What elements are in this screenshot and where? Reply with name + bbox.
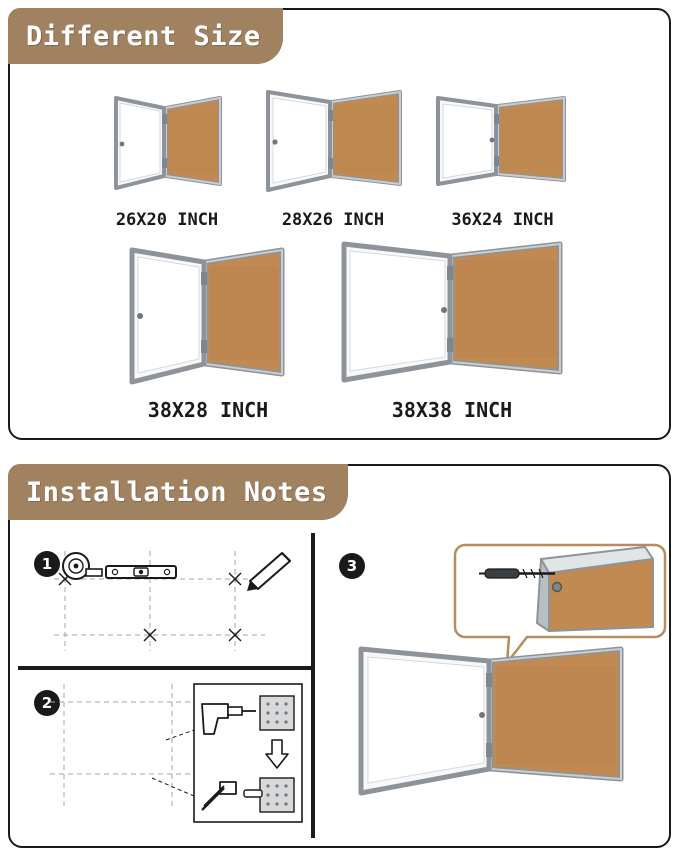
different-size-title-text: Different Size <box>26 20 261 52</box>
different-size-title <box>8 8 283 64</box>
board-figure-26x20 <box>104 84 226 196</box>
size-label-28x26: 28X26 INCH <box>281 210 385 230</box>
wall-anchor-icon <box>260 696 294 730</box>
board-figure-36x24 <box>432 88 570 194</box>
spirit-level-icon <box>106 566 176 578</box>
size-label-38x38: 38X38 INCH <box>391 398 513 422</box>
install-step-2-box <box>18 668 313 838</box>
board-figure-38x28 <box>122 238 290 396</box>
notice-board-icon <box>353 643 633 823</box>
installation-notes-panel <box>8 464 671 848</box>
size-label-36x24: 36X24 INCH <box>451 210 554 230</box>
step-2-badge: 2 <box>34 690 60 716</box>
size-label-38x28: 38X28 INCH <box>147 398 269 422</box>
board-figure-28x26 <box>260 80 406 198</box>
installation-notes-title <box>8 464 348 520</box>
pencil-icon <box>247 553 290 591</box>
step-1-badge: 1 <box>34 551 60 577</box>
install-step-3-box <box>313 533 665 838</box>
size-label-26x20: 26X20 INCH <box>115 210 219 230</box>
tape-measure-icon <box>63 553 102 579</box>
notice-board-corner-detail <box>537 547 653 631</box>
install-step-1-box <box>18 533 313 668</box>
installation-notes-title-text: Installation Notes <box>26 476 328 508</box>
step-3-badge: 3 <box>339 553 365 579</box>
board-figure-38x38 <box>336 228 568 396</box>
